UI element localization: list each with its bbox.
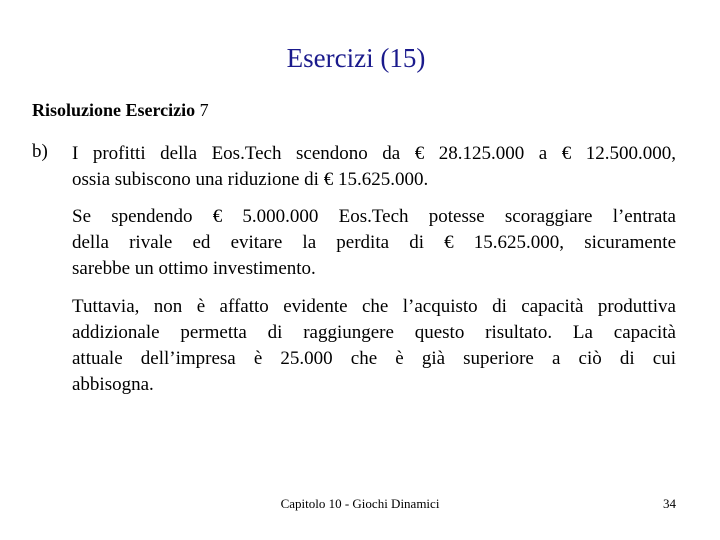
- paragraph-line: sarebbe un ottimo investimento.: [72, 258, 316, 279]
- footer-chapter-text: Capitolo 10 - Giochi Dinamici: [280, 496, 440, 511]
- footer-chapter: [0, 496, 720, 512]
- section-heading-label: Risoluzione Esercizio: [32, 100, 196, 120]
- paragraph-profit-drop: [72, 141, 676, 193]
- paragraph-line: attuale dell’impresa è 25.000 che è già superiore a ciò di cui: [72, 348, 676, 369]
- paragraph-line: della rivale ed evitare la perdita di € 15.625.000, sicuramente: [72, 232, 676, 253]
- paragraph-line: I profitti della Eos.Tech scendono da € 28.125.000 a € 12.500.000,: [72, 143, 676, 164]
- paragraph-capacity: [72, 294, 676, 398]
- paragraph-line: addizionale permetta di raggiungere questo risultato. La capacità: [72, 322, 676, 343]
- slide-title: Esercizi (15): [286, 43, 426, 73]
- section-heading-number: 7: [195, 100, 209, 120]
- paragraph-line: abbisogna.: [72, 374, 154, 395]
- paragraph-line: ossia subiscono una riduzione di € 15.625.000.: [72, 169, 429, 190]
- paragraph-line: Tuttavia, non è affatto evidente che l’acquisto di capacità produttiva: [72, 296, 676, 317]
- section-heading: [32, 100, 209, 121]
- paragraph-line: Se spendendo € 5.000.000 Eos.Tech potesse scoraggiare l’entrata: [72, 206, 676, 227]
- footer-page-number: 34: [663, 496, 676, 511]
- paragraph-investment: [72, 204, 676, 282]
- item-label: b): [32, 141, 48, 162]
